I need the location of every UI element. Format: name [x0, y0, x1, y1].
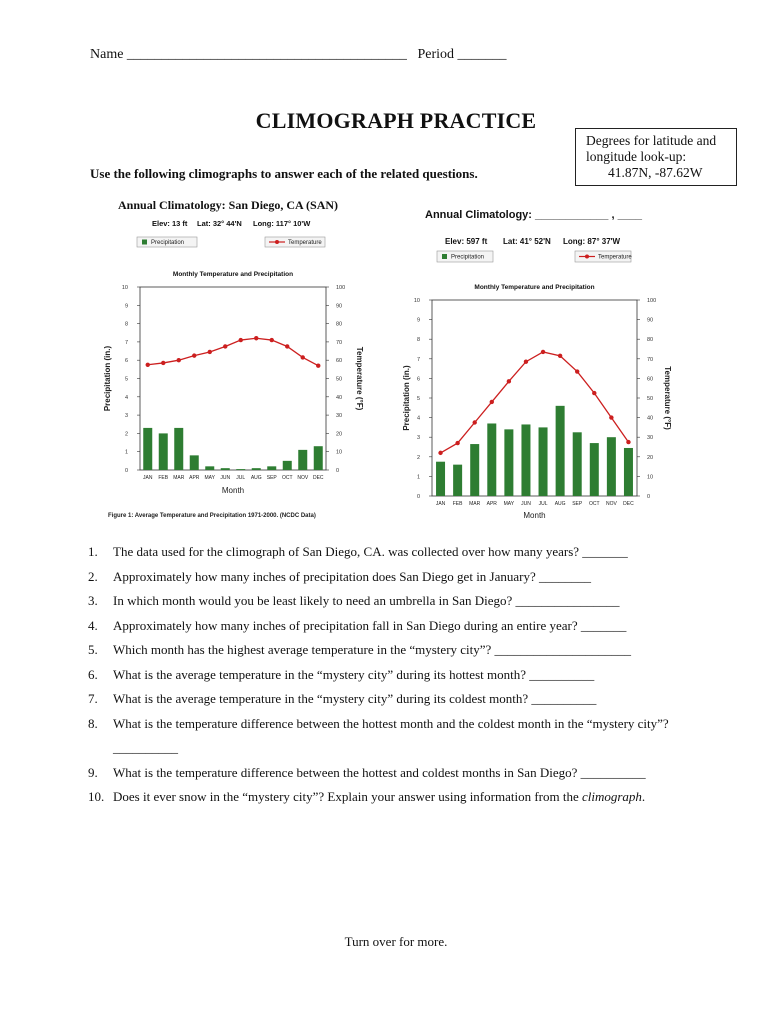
legend-precip-label: Precipitation [451, 254, 485, 261]
question-text: What is the temperature difference between the hottest and coldest months in San Diego? __________ [113, 764, 646, 780]
month-label: FEB [158, 475, 169, 481]
y2-tick-label: 30 [336, 413, 343, 420]
question-number: 6. [88, 666, 98, 682]
precip-bar [624, 448, 633, 496]
y2-tick-label: 30 [647, 435, 654, 442]
y-tick-label: 4 [124, 394, 128, 401]
question-emphasis: climograph [581, 789, 642, 804]
y2-tick-label: 10 [647, 474, 654, 481]
month-label: AUG [250, 475, 262, 481]
month-label: DEC [623, 501, 634, 507]
y-tick-label: 3 [124, 413, 128, 420]
x-axis-label: Month [523, 511, 546, 520]
y-tick-label: 0 [416, 494, 420, 500]
month-label: APR [189, 475, 200, 481]
y2-tick-label: 90 [336, 303, 343, 310]
month-label: AUG [554, 501, 566, 507]
station-lat: Lat: 41° 52'N [503, 237, 551, 246]
question-item [88, 663, 708, 688]
month-label: JUL [538, 501, 548, 507]
question-item [88, 761, 708, 786]
month-label: OCT [589, 501, 600, 507]
plot-area [140, 287, 326, 470]
question-tail: . [641, 789, 646, 804]
y2-tick-label: 100 [647, 298, 657, 304]
y2-tick-label: 0 [647, 494, 651, 500]
y-tick-label: 9 [416, 317, 420, 324]
climograph-san-diego-svg [100, 195, 370, 530]
y2-tick-label: 100 [336, 285, 346, 291]
temperature-point [609, 415, 613, 419]
figure-caption: Figure 1: Average Temperature and Precipitation 1971-2000. (NCDC Data) [108, 513, 316, 519]
precip-bar [314, 446, 323, 470]
question-item [88, 540, 708, 565]
question-list [88, 540, 708, 810]
question-item [88, 785, 708, 810]
question-number: 8. [88, 715, 98, 731]
y2-tick-label: 20 [647, 454, 654, 461]
y-tick-label: 4 [416, 415, 420, 422]
month-label: JUL [236, 475, 246, 481]
question-item [88, 589, 708, 614]
precip-bar [521, 424, 530, 496]
temperature-point [161, 361, 165, 365]
question-number: 2. [88, 568, 98, 584]
month-label: DEC [312, 475, 324, 481]
legend-temp-label: Temperature [288, 240, 322, 247]
precip-bar [143, 428, 152, 470]
month-label: SEP [266, 475, 277, 481]
temperature-point [270, 338, 274, 342]
month-label: NOV [297, 475, 309, 481]
month-label: MAR [173, 475, 185, 481]
temperature-point [316, 363, 320, 367]
climograph-san-diego [100, 195, 370, 530]
y2-tick-label: 80 [336, 321, 343, 328]
y2-tick-label: 90 [647, 317, 654, 324]
temperature-point [239, 338, 243, 342]
y-tick-label: 10 [121, 285, 128, 291]
question-text: Does it ever snow in the “mystery city”? Explain your answer using information from the [113, 789, 582, 804]
temperature-point [592, 391, 596, 395]
period-field[interactable]: Period _______ [417, 47, 507, 62]
temperature-point [301, 355, 305, 359]
temperature-point [285, 344, 289, 348]
question-number: 1. [88, 544, 98, 559]
y2-tick-label: 70 [647, 356, 654, 363]
y-tick-label: 10 [413, 298, 420, 304]
y-tick-label: 7 [416, 356, 420, 363]
y-tick-label: 5 [124, 376, 128, 383]
temperature-point [208, 350, 212, 354]
temperature-point [626, 440, 630, 444]
precip-bar [205, 466, 214, 470]
precip-bar [159, 433, 168, 470]
y-tick-label: 2 [124, 431, 128, 438]
precip-bar [436, 462, 445, 496]
y2-tick-label: 0 [336, 468, 340, 474]
legend-temp-marker [585, 255, 589, 259]
temperature-point [575, 369, 579, 373]
y2-tick-label: 80 [647, 337, 654, 344]
temperature-point [438, 451, 442, 455]
station-long: Long: 117° 10'W [253, 219, 311, 228]
name-field[interactable]: Name ________________________________________ [90, 47, 407, 62]
station-elev: Elev: 597 ft [445, 237, 488, 246]
y2-tick-label: 60 [647, 376, 654, 383]
lookup-box [575, 128, 737, 186]
precip-bar [504, 429, 513, 496]
y-tick-label: 7 [124, 339, 128, 346]
precip-bar [556, 406, 565, 496]
question-text: In which month would you be least likely to need an umbrella in San Diego? ________________ [113, 593, 620, 608]
y2-tick-label: 50 [336, 376, 343, 383]
month-label: FEB [452, 501, 463, 507]
temperature-point [223, 344, 227, 348]
question-text: Approximately how many inches of precipitation does San Diego get in January? ________ [113, 568, 592, 584]
precip-bar [453, 465, 462, 496]
y2-tick-label: 10 [336, 449, 343, 456]
question-number: 3. [88, 593, 98, 608]
question-text: The data used for the climograph of San Diego, CA. was collected over how many years? _______ [113, 544, 628, 559]
precip-bar [573, 432, 582, 496]
temperature-point [146, 363, 150, 367]
precip-bar [236, 469, 245, 470]
y2-axis-label: Temperature (°F) [663, 366, 672, 430]
temperature-point [455, 441, 459, 445]
precip-bar [539, 427, 548, 496]
y-axis-label: Precipitation (in.) [103, 345, 112, 412]
lookup-line-1: Degrees for latitude and [586, 133, 717, 148]
question-text: Approximately how many inches of precipitation fall in San Diego during an entire year? _______ [113, 617, 627, 633]
temperature-point [490, 400, 494, 404]
question-item [88, 614, 708, 639]
y2-tick-label: 60 [336, 358, 343, 365]
y2-axis-label: Temperature (°F) [355, 346, 364, 411]
chart-subtitle: Monthly Temperature and Precipitation [172, 271, 294, 278]
legend-precip-label: Precipitation [151, 240, 185, 247]
question-number: 4. [88, 617, 98, 633]
temperature-point [192, 353, 196, 357]
question-text: Which month has the highest average temperature in the “mystery city”? _____________________ [113, 642, 632, 657]
month-label: JAN [435, 501, 446, 507]
question-text: What is the average temperature in the “mystery city” during its hottest month? __________ [113, 666, 595, 682]
month-label: JAN [143, 475, 153, 481]
instructions: Use the following climographs to answer each of the related questions. [90, 166, 478, 181]
chart-title: Annual Climatology: San Diego, CA (SAN) [118, 198, 339, 212]
y-tick-label: 8 [416, 337, 420, 344]
legend-precip-swatch [142, 240, 147, 245]
question-number: 10. [88, 789, 105, 804]
y-tick-label: 1 [416, 474, 420, 481]
y-tick-label: 3 [416, 435, 420, 442]
precip-bar [607, 437, 616, 496]
y-tick-label: 6 [416, 376, 420, 383]
question-item [88, 712, 708, 761]
legend-precip-swatch [442, 254, 447, 259]
question-text: What is the average temperature in the “mystery city” during its coldest month? __________ [113, 691, 597, 706]
question-number: 7. [88, 691, 98, 706]
precip-bar [283, 461, 292, 470]
question-number: 5. [88, 642, 98, 657]
name-period-line [90, 47, 507, 63]
station-lat: Lat: 32° 44'N [197, 219, 242, 228]
question-item [88, 638, 708, 663]
month-label: APR [486, 501, 497, 507]
temperature-point [541, 350, 545, 354]
station-elev: Elev: 13 ft [152, 219, 188, 228]
y2-tick-label: 40 [336, 394, 343, 401]
month-label: SEP [572, 501, 583, 507]
y2-tick-label: 70 [336, 339, 343, 346]
lookup-coords: 41.87N, -87.62W [608, 165, 703, 180]
precip-bar [221, 468, 230, 470]
page-title: CLIMOGRAPH PRACTICE [255, 108, 537, 133]
y-axis-label: Precipitation (in.) [402, 365, 411, 431]
precip-bar [190, 455, 199, 470]
question-text: What is the temperature difference between the hottest month and the coldest month in the “mystery city”? __________ [113, 715, 669, 755]
climograph-mystery-city-svg [395, 200, 675, 520]
month-label: MAR [469, 501, 481, 507]
y-tick-label: 5 [416, 396, 420, 402]
y-tick-label: 0 [124, 468, 128, 474]
y2-tick-label: 40 [647, 415, 654, 422]
y2-tick-label: 50 [647, 396, 654, 402]
y-tick-label: 9 [124, 303, 128, 310]
precip-bar [590, 443, 599, 496]
chart-title: Annual Climatology: ____________ , ____ [425, 209, 643, 221]
month-label: JUN [220, 475, 231, 481]
y2-tick-label: 20 [336, 431, 343, 438]
footer-note: Turn over for more. [344, 934, 448, 949]
question-item [88, 565, 708, 590]
precip-bar [267, 466, 276, 470]
station-long: Long: 87° 37'W [563, 237, 621, 246]
climograph-mystery-city [395, 200, 675, 520]
precip-bar [174, 428, 183, 470]
month-label: MAY [503, 501, 515, 507]
temperature-point [254, 336, 258, 340]
lookup-line-2: longitude look-up: [586, 149, 687, 164]
month-label: NOV [605, 501, 617, 507]
temperature-point [177, 358, 181, 362]
question-number: 9. [88, 764, 98, 780]
y-tick-label: 6 [124, 358, 128, 365]
temperature-point [473, 420, 477, 424]
precip-bar [298, 450, 307, 470]
plot-area [432, 300, 637, 496]
temperature-point [524, 360, 528, 364]
y-tick-label: 2 [416, 454, 420, 461]
legend-temp-marker [275, 240, 279, 244]
legend-temp-label: Temperature [598, 254, 632, 261]
precip-bar [470, 444, 479, 496]
month-label: JUN [521, 501, 531, 507]
y-tick-label: 8 [124, 321, 128, 328]
chart-subtitle: Monthly Temperature and Precipitation [474, 284, 595, 291]
y-tick-label: 1 [124, 449, 128, 456]
question-item [88, 687, 708, 712]
temperature-point [507, 379, 511, 383]
x-axis-label: Month [221, 486, 245, 495]
month-label: OCT [281, 475, 293, 481]
precip-bar [252, 468, 261, 470]
temperature-point [558, 354, 562, 358]
precip-bar [487, 423, 496, 496]
month-label: MAY [204, 475, 215, 481]
